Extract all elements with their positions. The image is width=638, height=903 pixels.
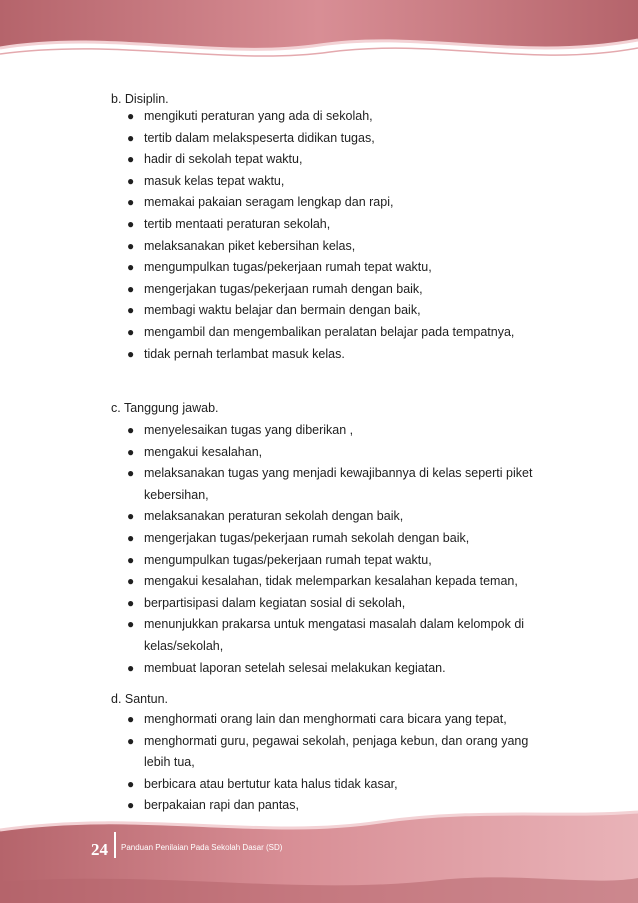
- bullet-dot-icon: ●: [127, 260, 135, 275]
- page-number: 24: [91, 840, 108, 859]
- bullet-dot-icon: ●: [127, 173, 135, 188]
- list-item: ● tertib mentaati peraturan sekolah,: [0, 214, 544, 236]
- bullet-dot-icon: ●: [127, 466, 135, 481]
- list-item: ● memakai pakaian seragam lengkap dan rapi,: [0, 192, 544, 214]
- bullet-dot-icon: ●: [127, 776, 135, 791]
- list-item: ● menyelesaikan tugas yang diberikan ,: [0, 420, 544, 442]
- section-title-tanggung-jawab: c. Tanggung jawab.: [111, 401, 219, 415]
- list-item: ● mengumpulkan tugas/pekerjaan rumah tepat waktu,: [0, 550, 544, 572]
- bullet-dot-icon: ●: [127, 595, 135, 610]
- list-item: ● berpartisipasi dalam kegiatan sosial di sekolah,: [0, 593, 544, 615]
- bullet-dot-icon: ●: [127, 617, 135, 632]
- list-item: ● mengambil dan mengembalikan peralatan belajar pada tempatnya,: [0, 322, 544, 344]
- list-item: ● mengerjakan tugas/pekerjaan rumah sekolah dengan baik,: [0, 528, 544, 550]
- list-item: ● menghormati guru, pegawai sekolah, penjaga kebun, dan orang yang lebih tua,: [0, 731, 544, 774]
- list-item: ● menunjukkan prakarsa untuk mengatasi masalah dalam kelompok di kelas/sekolah,: [0, 614, 544, 657]
- list-item: ● mengakui kesalahan, tidak melemparkan kesalahan kepada teman,: [0, 571, 544, 593]
- bullet-dot-icon: ●: [127, 238, 135, 253]
- list-item: ● mengumpulkan tugas/pekerjaan rumah tepat waktu,: [0, 257, 544, 279]
- list-item: ● mengerjakan tugas/pekerjaan rumah dengan baik,: [0, 279, 544, 301]
- bullet-dot-icon: ●: [127, 152, 135, 167]
- list-item: ● membagi waktu belajar dan bermain dengan baik,: [0, 300, 544, 322]
- bullet-dot-icon: ●: [127, 195, 135, 210]
- list-item: ● melaksanakan tugas yang menjadi kewajibannya di kelas seperti piket kebersihan,: [0, 463, 544, 506]
- list-item: ● berbicara atau bertutur kata halus tidak kasar,: [0, 774, 544, 796]
- footer-divider: [114, 832, 116, 858]
- bullet-dot-icon: ●: [127, 109, 135, 123]
- bullet-dot-icon: ●: [127, 733, 135, 748]
- section-title-santun: d. Santun.: [111, 692, 168, 706]
- bullet-dot-icon: ●: [127, 660, 135, 675]
- bullet-dot-icon: ●: [127, 303, 135, 318]
- list-item: ● hadir di sekolah tepat waktu,: [0, 149, 544, 171]
- bullet-dot-icon: ●: [127, 712, 135, 726]
- bullet-dot-icon: ●: [127, 346, 135, 361]
- footer-title: Panduan Penilaian Pada Sekolah Dasar (SD): [121, 843, 283, 852]
- bullet-dot-icon: ●: [127, 423, 135, 437]
- list-disiplin: [0, 106, 638, 365]
- bullet-dot-icon: ●: [127, 216, 135, 231]
- list-item: ● melaksanakan piket kebersihan kelas,: [0, 236, 544, 258]
- list-item: ● tidak pernah terlambat masuk kelas.: [0, 344, 544, 366]
- bullet-dot-icon: ●: [127, 574, 135, 589]
- list-item: ● melaksanakan peraturan sekolah dengan baik,: [0, 506, 544, 528]
- bullet-dot-icon: ●: [127, 509, 135, 524]
- list-item: ● membuat laporan setelah selesai melakukan kegiatan.: [0, 658, 544, 680]
- list-item: ● tertib dalam melakspeserta didikan tugas,: [0, 128, 544, 150]
- bullet-dot-icon: ●: [127, 444, 135, 459]
- list-item: ● menghormati orang lain dan menghormati cara bicara yang tepat,: [0, 709, 544, 731]
- bullet-dot-icon: ●: [127, 281, 135, 296]
- header-decoration: [0, 0, 638, 70]
- bullet-dot-icon: ●: [127, 324, 135, 339]
- bullet-dot-icon: ●: [127, 530, 135, 545]
- list-item: ● masuk kelas tepat waktu,: [0, 171, 544, 193]
- list-item: ● berpakaian rapi dan pantas,: [0, 795, 544, 817]
- list-tanggung-jawab: [0, 420, 638, 679]
- list-item: ● mengikuti peraturan yang ada di sekolah,: [0, 106, 544, 128]
- bullet-dot-icon: ●: [127, 552, 135, 567]
- list-item: ● mengakui kesalahan,: [0, 442, 544, 464]
- bullet-dot-icon: ●: [127, 798, 135, 813]
- section-title-disiplin: b. Disiplin.: [111, 92, 169, 106]
- bullet-dot-icon: ●: [127, 130, 135, 145]
